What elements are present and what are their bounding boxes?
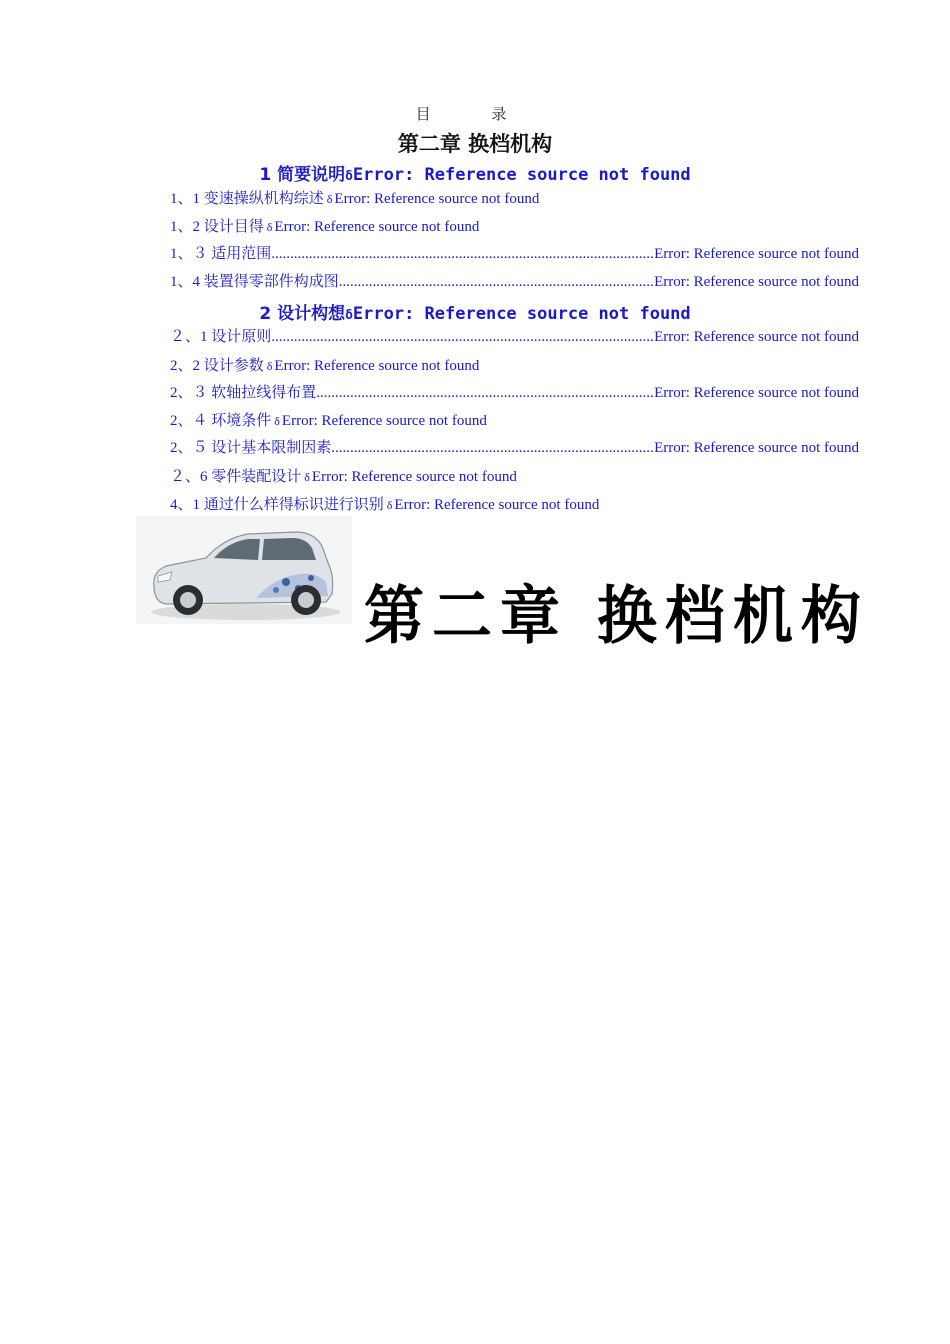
toc-entry[interactable] (170, 325, 859, 347)
toc-entry[interactable] (170, 436, 859, 458)
toc-entry-ref: Error: Reference source not found (654, 274, 859, 290)
toc-entry-ref: Error: Reference source not found (654, 329, 859, 345)
toc-entry[interactable] (170, 270, 859, 292)
toc-entry-label: 1、4 装置得零部件构成图 (170, 274, 339, 290)
toc-entry[interactable] (170, 187, 859, 209)
toc-entry-label: 2、４ 环境条件 (170, 413, 272, 429)
toc-entry-ref: Error: Reference source not found (311, 469, 517, 485)
toc-entry-ref: Error: Reference source not found (274, 358, 480, 374)
dot-leader (316, 385, 654, 402)
bookmark-mark-icon: δ (386, 498, 393, 512)
toc-entry[interactable] (170, 381, 859, 403)
bookmark-mark-icon: δ (345, 308, 353, 323)
dot-leader (271, 246, 654, 263)
toc-entry-ref: Error: Reference source not found (654, 440, 859, 456)
toc-section-2[interactable] (0, 299, 950, 324)
toc-section-1[interactable] (0, 160, 950, 185)
toc-entry-ref: Error: Reference source not found (334, 191, 540, 207)
toc-entry-label: 4、1 通过什么样得标识进行识别 (170, 497, 384, 513)
toc-entry-label: 1、2 设计目得 (170, 219, 264, 235)
toc-section-label: 2 设计构想 (259, 304, 346, 324)
toc-title: 目 录 (415, 105, 535, 123)
bookmark-mark-icon: δ (266, 359, 273, 373)
dot-leader (271, 329, 654, 346)
toc-entry-label: 2、３ 软轴拉线得布置 (170, 385, 317, 401)
toc-entry[interactable] (170, 242, 859, 264)
toc-entry-label: 1、３ 适用范围 (170, 246, 272, 262)
bookmark-mark-icon: δ (266, 220, 273, 234)
toc-entry[interactable] (170, 215, 859, 237)
chapter-heading: 第二章 换档机构 (397, 132, 553, 156)
toc-entry[interactable] (170, 409, 859, 431)
toc-entry[interactable] (170, 465, 859, 487)
bookmark-mark-icon: δ (304, 470, 310, 484)
toc-entry-ref: Error: Reference source not found (654, 246, 859, 262)
toc-section-ref: Error: Reference source not found (352, 165, 691, 185)
toc-entry-label: 2、５ 设计基本限制因素 (170, 440, 332, 456)
toc-entry[interactable] (170, 493, 859, 515)
bookmark-mark-icon: δ (326, 192, 333, 206)
chapter-banner-title: 第二章 换档机构 (364, 579, 869, 654)
toc-section-ref: Error: Reference source not found (352, 304, 691, 324)
bookmark-mark-icon: δ (345, 169, 353, 184)
dot-leader (331, 440, 654, 457)
toc-entry-label: ２、6 零件装配设计 (170, 469, 302, 485)
toc-entry-label: ２、1 设计原则 (170, 329, 272, 345)
toc-entry-label: 1、1 变速操纵机构综述 (170, 191, 324, 207)
toc-entry[interactable] (170, 354, 859, 376)
toc-entry-ref: Error: Reference source not found (274, 219, 480, 235)
toc-section-label: 1 简要说明 (259, 165, 346, 185)
toc-entry-ref: Error: Reference source not found (281, 413, 487, 429)
toc-entry-label: 2、2 设计参数 (170, 358, 264, 374)
car-image (136, 516, 352, 624)
toc-entry-ref: Error: Reference source not found (394, 497, 600, 513)
dot-leader (339, 274, 654, 291)
toc-entry-ref: Error: Reference source not found (654, 385, 859, 401)
bookmark-mark-icon: δ (274, 414, 280, 428)
